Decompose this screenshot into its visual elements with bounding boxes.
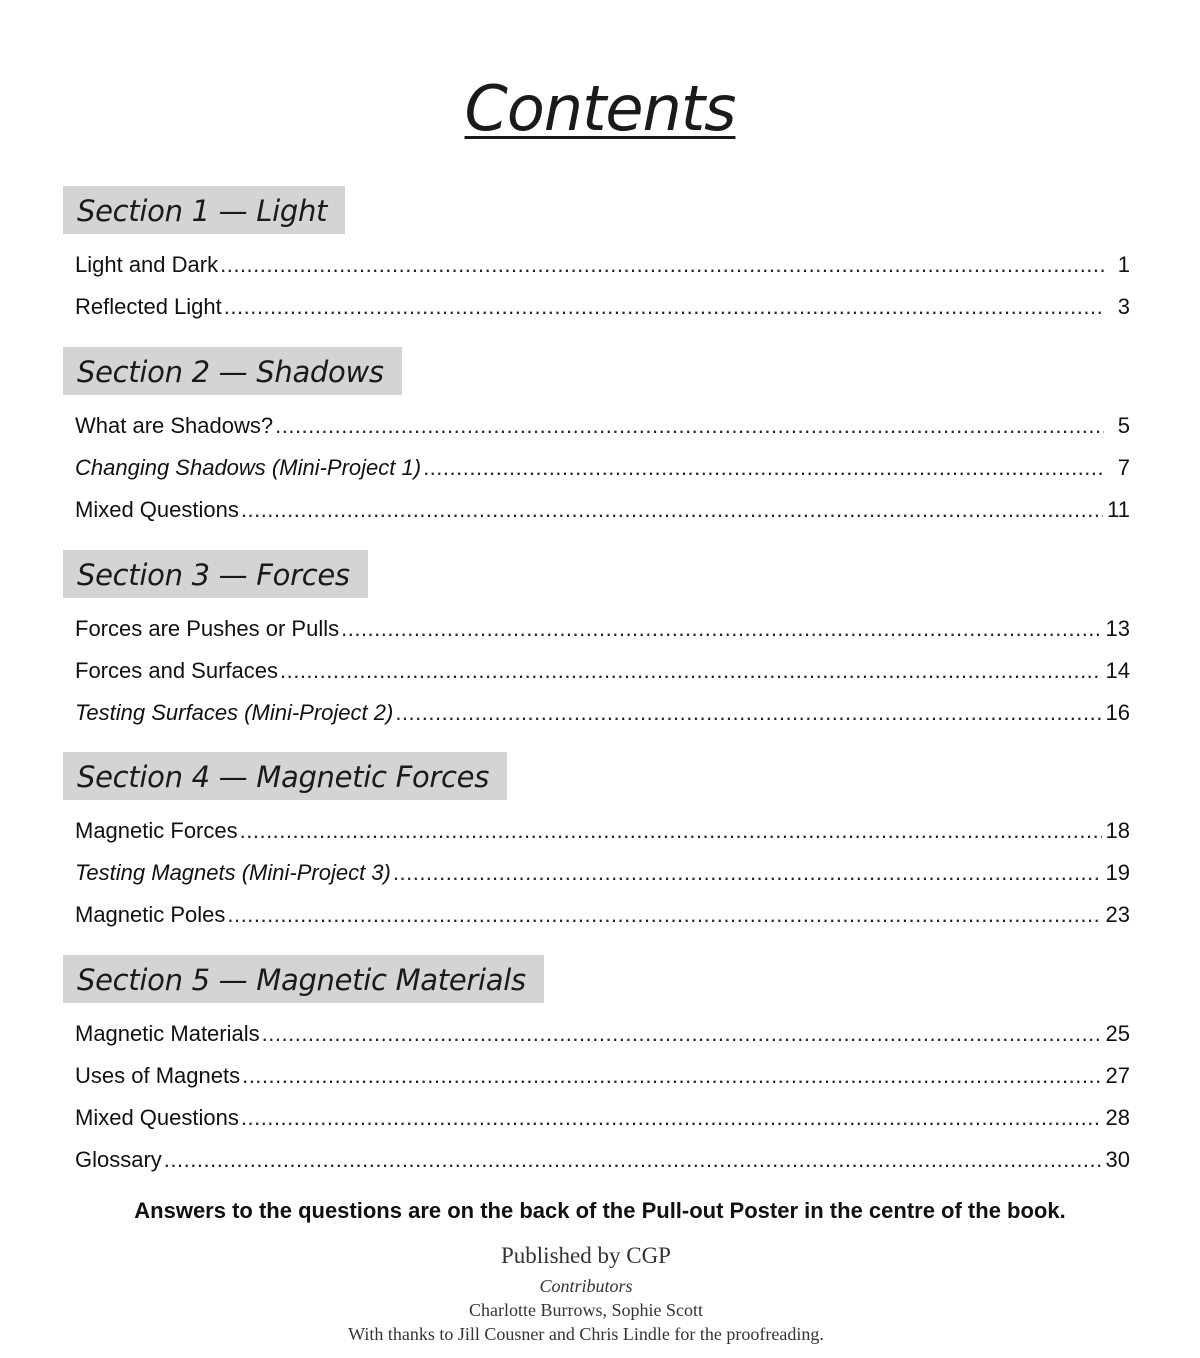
- section-heading: Section 4 — Magnetic Forces: [63, 752, 507, 800]
- dot-leader: [242, 1055, 1101, 1097]
- entry-page-number: 14: [1105, 658, 1130, 683]
- entry-title: Testing Surfaces (Mini-Project 2): [75, 700, 394, 725]
- title-text: Contents: [464, 72, 736, 145]
- entry-page-number: 19: [1105, 860, 1130, 885]
- publisher-line: Published by CGP: [501, 1243, 671, 1268]
- entry-title: Reflected Light: [75, 294, 222, 319]
- entry-title: Forces and Surfaces: [75, 658, 278, 683]
- entry-title: Mixed Questions: [75, 1105, 239, 1130]
- dot-leader: [423, 447, 1104, 489]
- dot-leader: [241, 489, 1103, 531]
- toc-entry[interactable]: [75, 1013, 1130, 1055]
- dot-leader: [241, 1097, 1102, 1139]
- toc-entry[interactable]: [75, 810, 1130, 852]
- dot-leader: [262, 1013, 1102, 1055]
- section-2: [63, 347, 1130, 531]
- page-title: [0, 72, 1200, 145]
- entry-title: What are Shadows?: [75, 413, 274, 438]
- entry-page-number: 11: [1107, 497, 1130, 522]
- entry-title: Magnetic Forces: [75, 818, 238, 843]
- entry-title: Magnetic Materials: [75, 1021, 260, 1046]
- entry-title: Mixed Questions: [75, 497, 239, 522]
- toc-entry[interactable]: [75, 894, 1130, 936]
- dot-leader: [393, 852, 1102, 894]
- thanks-line: With thanks to Jill Cousner and Chris Lindle for the proofreading.: [348, 1324, 824, 1344]
- toc-entry[interactable]: [75, 447, 1130, 489]
- toc-entry[interactable]: [75, 1097, 1130, 1139]
- toc-entry[interactable]: [75, 244, 1130, 286]
- toc-entry[interactable]: [75, 405, 1130, 447]
- dot-leader: [224, 286, 1104, 328]
- toc-entry[interactable]: [75, 1055, 1130, 1097]
- entry-page-number: 28: [1105, 1105, 1130, 1130]
- entry-title: Magnetic Poles: [75, 902, 226, 927]
- section-5: [63, 955, 1130, 1181]
- entry-page-number: 7: [1117, 455, 1130, 480]
- entry-page-number: 18: [1105, 818, 1130, 843]
- section-4: [63, 752, 1130, 936]
- dot-leader: [280, 650, 1102, 692]
- answers-note: Answers to the questions are on the back of the Pull-out Poster in the centre of the book.: [134, 1198, 1066, 1223]
- contributors-names: Charlotte Burrows, Sophie Scott: [469, 1300, 703, 1320]
- dot-leader: [220, 244, 1104, 286]
- toc-entry[interactable]: [75, 608, 1130, 650]
- section-heading: Section 5 — Magnetic Materials: [63, 955, 544, 1003]
- dot-leader: [395, 692, 1101, 734]
- section-heading: Section 2 — Shadows: [63, 347, 402, 395]
- toc-entry[interactable]: [75, 650, 1130, 692]
- entry-title: Testing Magnets (Mini-Project 3): [75, 860, 391, 885]
- entry-page-number: 16: [1105, 700, 1130, 725]
- entry-title: Changing Shadows (Mini-Project 1): [75, 455, 422, 480]
- entry-page-number: 5: [1117, 413, 1130, 438]
- toc-entry[interactable]: [75, 1139, 1130, 1181]
- section-3: [63, 550, 1130, 734]
- toc-entry[interactable]: [75, 692, 1130, 734]
- entry-page-number: 25: [1105, 1021, 1130, 1046]
- entry-page-number: 30: [1105, 1147, 1130, 1172]
- toc-entry[interactable]: [75, 489, 1130, 531]
- dot-leader: [240, 810, 1102, 852]
- entry-page-number: 13: [1105, 616, 1130, 641]
- entry-page-number: 27: [1105, 1063, 1130, 1088]
- section-heading: Section 3 — Forces: [63, 550, 368, 598]
- toc-entry[interactable]: [75, 852, 1130, 894]
- dot-leader: [164, 1139, 1102, 1181]
- entry-title: Forces are Pushes or Pulls: [75, 616, 340, 641]
- entry-page-number: 3: [1117, 294, 1130, 319]
- dot-leader: [275, 405, 1104, 447]
- entry-title: Light and Dark: [75, 252, 219, 277]
- entry-page-number: 23: [1105, 902, 1130, 927]
- dot-leader: [227, 894, 1101, 936]
- section-heading: Section 1 — Light: [63, 186, 345, 234]
- dot-leader: [341, 608, 1101, 650]
- entry-page-number: 1: [1117, 252, 1130, 277]
- entry-title: Uses of Magnets: [75, 1063, 241, 1088]
- section-1: [63, 186, 1130, 328]
- contributors-label: Contributors: [539, 1276, 633, 1296]
- entry-title: Glossary: [75, 1147, 162, 1172]
- toc-entry[interactable]: [75, 286, 1130, 328]
